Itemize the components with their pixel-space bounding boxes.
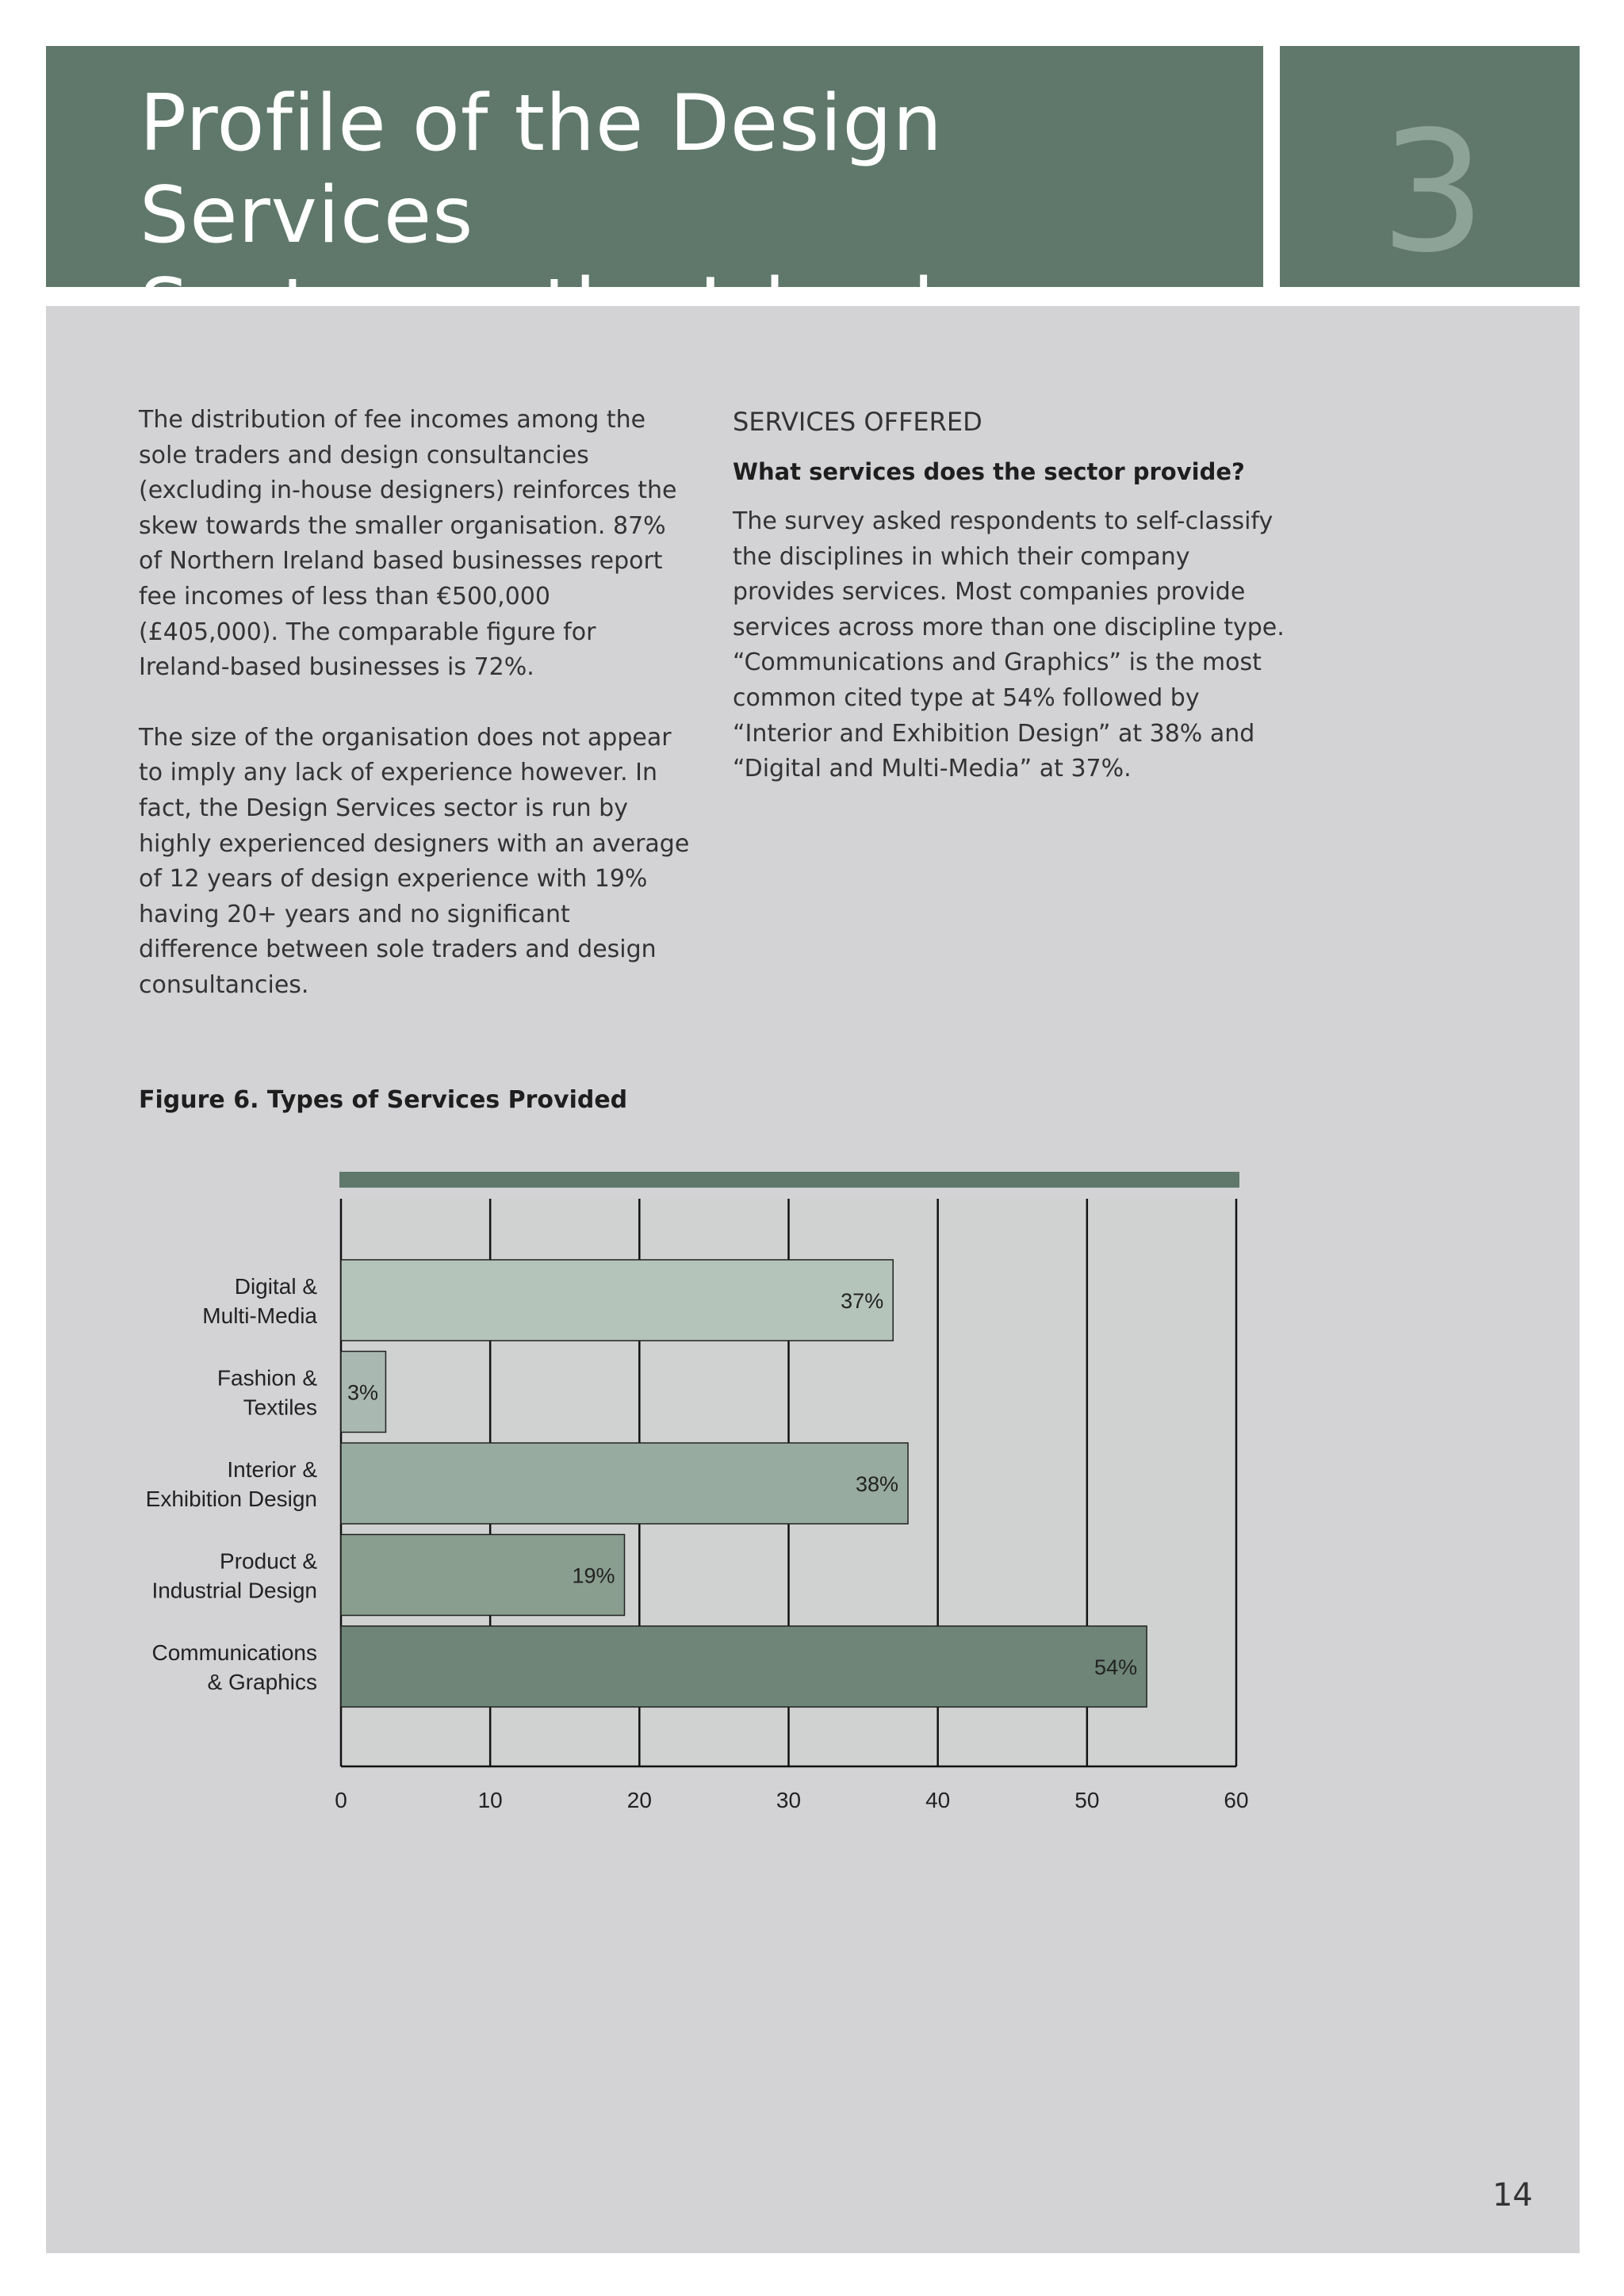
category-label: Industrial Design	[151, 1578, 317, 1603]
category-label: Digital &	[234, 1274, 317, 1299]
bar-value-label: 3%	[347, 1380, 379, 1405]
x-tick-label: 20	[626, 1788, 652, 1812]
section-subheading: What services does the sector provide?	[733, 458, 1245, 485]
chart-header-bar	[339, 1172, 1239, 1188]
category-label: Interior &	[227, 1457, 317, 1482]
bar-value-label: 38%	[855, 1472, 899, 1496]
category-label: Multi-Media	[202, 1303, 317, 1328]
bar	[341, 1260, 893, 1341]
x-tick-label: 10	[477, 1788, 503, 1812]
x-tick-label: 60	[1224, 1788, 1249, 1812]
x-tick-label: 0	[335, 1788, 347, 1812]
left-paragraph-2: The size of the organisation does not appear to imply any lack of experience however. In fact, the Design Services sector is run by highly experienced designers with an average of 12 years of design experience with 19% having 20+ years and no significant difference between sole traders and design consultancies.	[139, 723, 690, 999]
left-paragraph-1: The distribution of fee incomes among the sole traders and design consultancies (excluding in-house designers) reinforces the skew towards the smaller organisation. 87% of Northern Ireland based businesses report fee incomes of less than €500,000 (£405,000). The comparable figure for Ireland-based businesses is 72%.	[139, 406, 677, 682]
page-title-line1: Profile of the Design Services	[140, 78, 943, 261]
page-number: 14	[1492, 2177, 1533, 2214]
category-label: Communications	[151, 1640, 317, 1665]
category-label: Textiles	[243, 1395, 317, 1420]
x-tick-label: 50	[1074, 1788, 1100, 1812]
section-body: The survey asked respondents to self-classify the disciplines in which their company provides services. Most companies provide services across more than one discipline type. “Communications and Graphics” is the most common cited type at 54% followed by “Interior and Exhibition Design” at 38% and “Digital and Multi-Media” at 37%.	[733, 507, 1285, 783]
bar-value-label: 37%	[841, 1289, 884, 1313]
chapter-number: 3	[1380, 95, 1486, 289]
figure-title: Figure 6. Types of Services Provided	[139, 1086, 628, 1114]
bar-value-label: 54%	[1094, 1655, 1138, 1679]
bar-value-label: 19%	[572, 1563, 615, 1588]
category-label: Product &	[220, 1548, 317, 1574]
bar	[341, 1626, 1147, 1707]
section-heading: SERVICES OFFERED	[733, 407, 982, 437]
x-tick-label: 40	[925, 1788, 951, 1812]
category-label: & Graphics	[207, 1670, 317, 1694]
category-label: Fashion &	[216, 1365, 317, 1391]
x-tick-label: 30	[776, 1788, 802, 1812]
bar	[341, 1443, 908, 1524]
category-label: Exhibition Design	[145, 1487, 317, 1511]
